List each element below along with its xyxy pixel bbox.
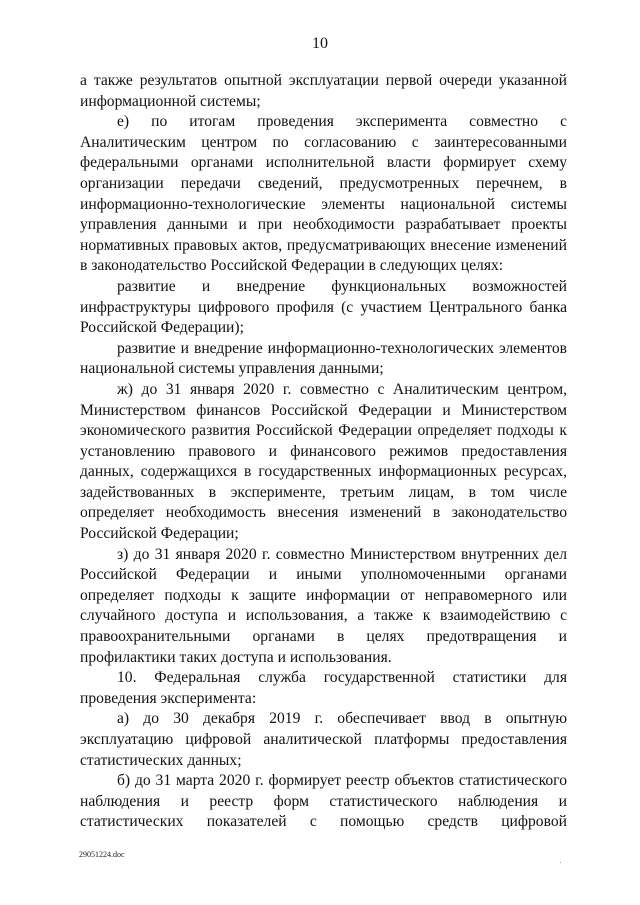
paragraph-item-zh: ж) до 31 января 2020 г. совместно с Аналитическим центром, Министерством финансов Российской Федерации и Министерством экономического развития Российской Федерации определяет подходы к установлению правового и финансового режимов предоставления данных, содержащихся в государственных информационных ресурсах, задействованных в эксперименте, третьим лицам, в том числе определяет необходимость внесения изменений в законодательство Российской Федерации; [80, 380, 567, 543]
scan-speck [560, 862, 561, 863]
document-body [80, 71, 567, 833]
paragraph-item-e: е) по итогам проведения эксперимента совместно с Аналитическим центром по согласованию с заинтересованными федеральными органами исполнительной власти формирует схему организации передачи сведений, предусмотренных перечнем, в информационно-технологические элементы национальной системы управления данными и при необходимости разрабатывает проекты нормативных правовых актов, предусматривающих внесение изменений в законодательство Российской Федерации в следующих целях: [80, 113, 567, 275]
paragraph-item-b: б) до 31 марта 2020 г. формирует реестр объектов статистического наблюдения и реестр форм статистического наблюдения и статистических показателей с помощью средств цифровой [80, 772, 567, 831]
paragraph-goal-data-system: развитие и внедрение информационно-технологических элементов национальной системы управления данными; [80, 339, 567, 378]
paragraph-goal-digital-profile: развитие и внедрение функциональных возможностей инфраструктуры цифрового профиля (с участием Центрального банка Российской Федерации); [80, 277, 567, 337]
paragraph-item-a: а) до 30 декабря 2019 г. обеспечивает ввод в опытную эксплуатацию цифровой аналитической платформы предоставления статистических данных; [80, 710, 567, 769]
paragraph-continuation: а также результатов опытной эксплуатации первой очереди указанной информационной системы; [80, 72, 567, 110]
paragraph-section-10: 10. Федеральная служба государственной статистики для проведения эксперимента: [80, 669, 567, 707]
page-number: 10 [312, 35, 328, 52]
paragraph-item-z: з) до 31 января 2020 г. совместно Министерством внутренних дел Российской Федерации и иными уполномоченными органами определяет подходы к защите информации от неправомерного или случайного доступа и использования, а также к взаимодействию с правоохранительными органами в целях предотвращения и профилактики таких доступа и использования. [80, 545, 567, 666]
footer-file-reference: 29051224.doc [79, 850, 125, 859]
